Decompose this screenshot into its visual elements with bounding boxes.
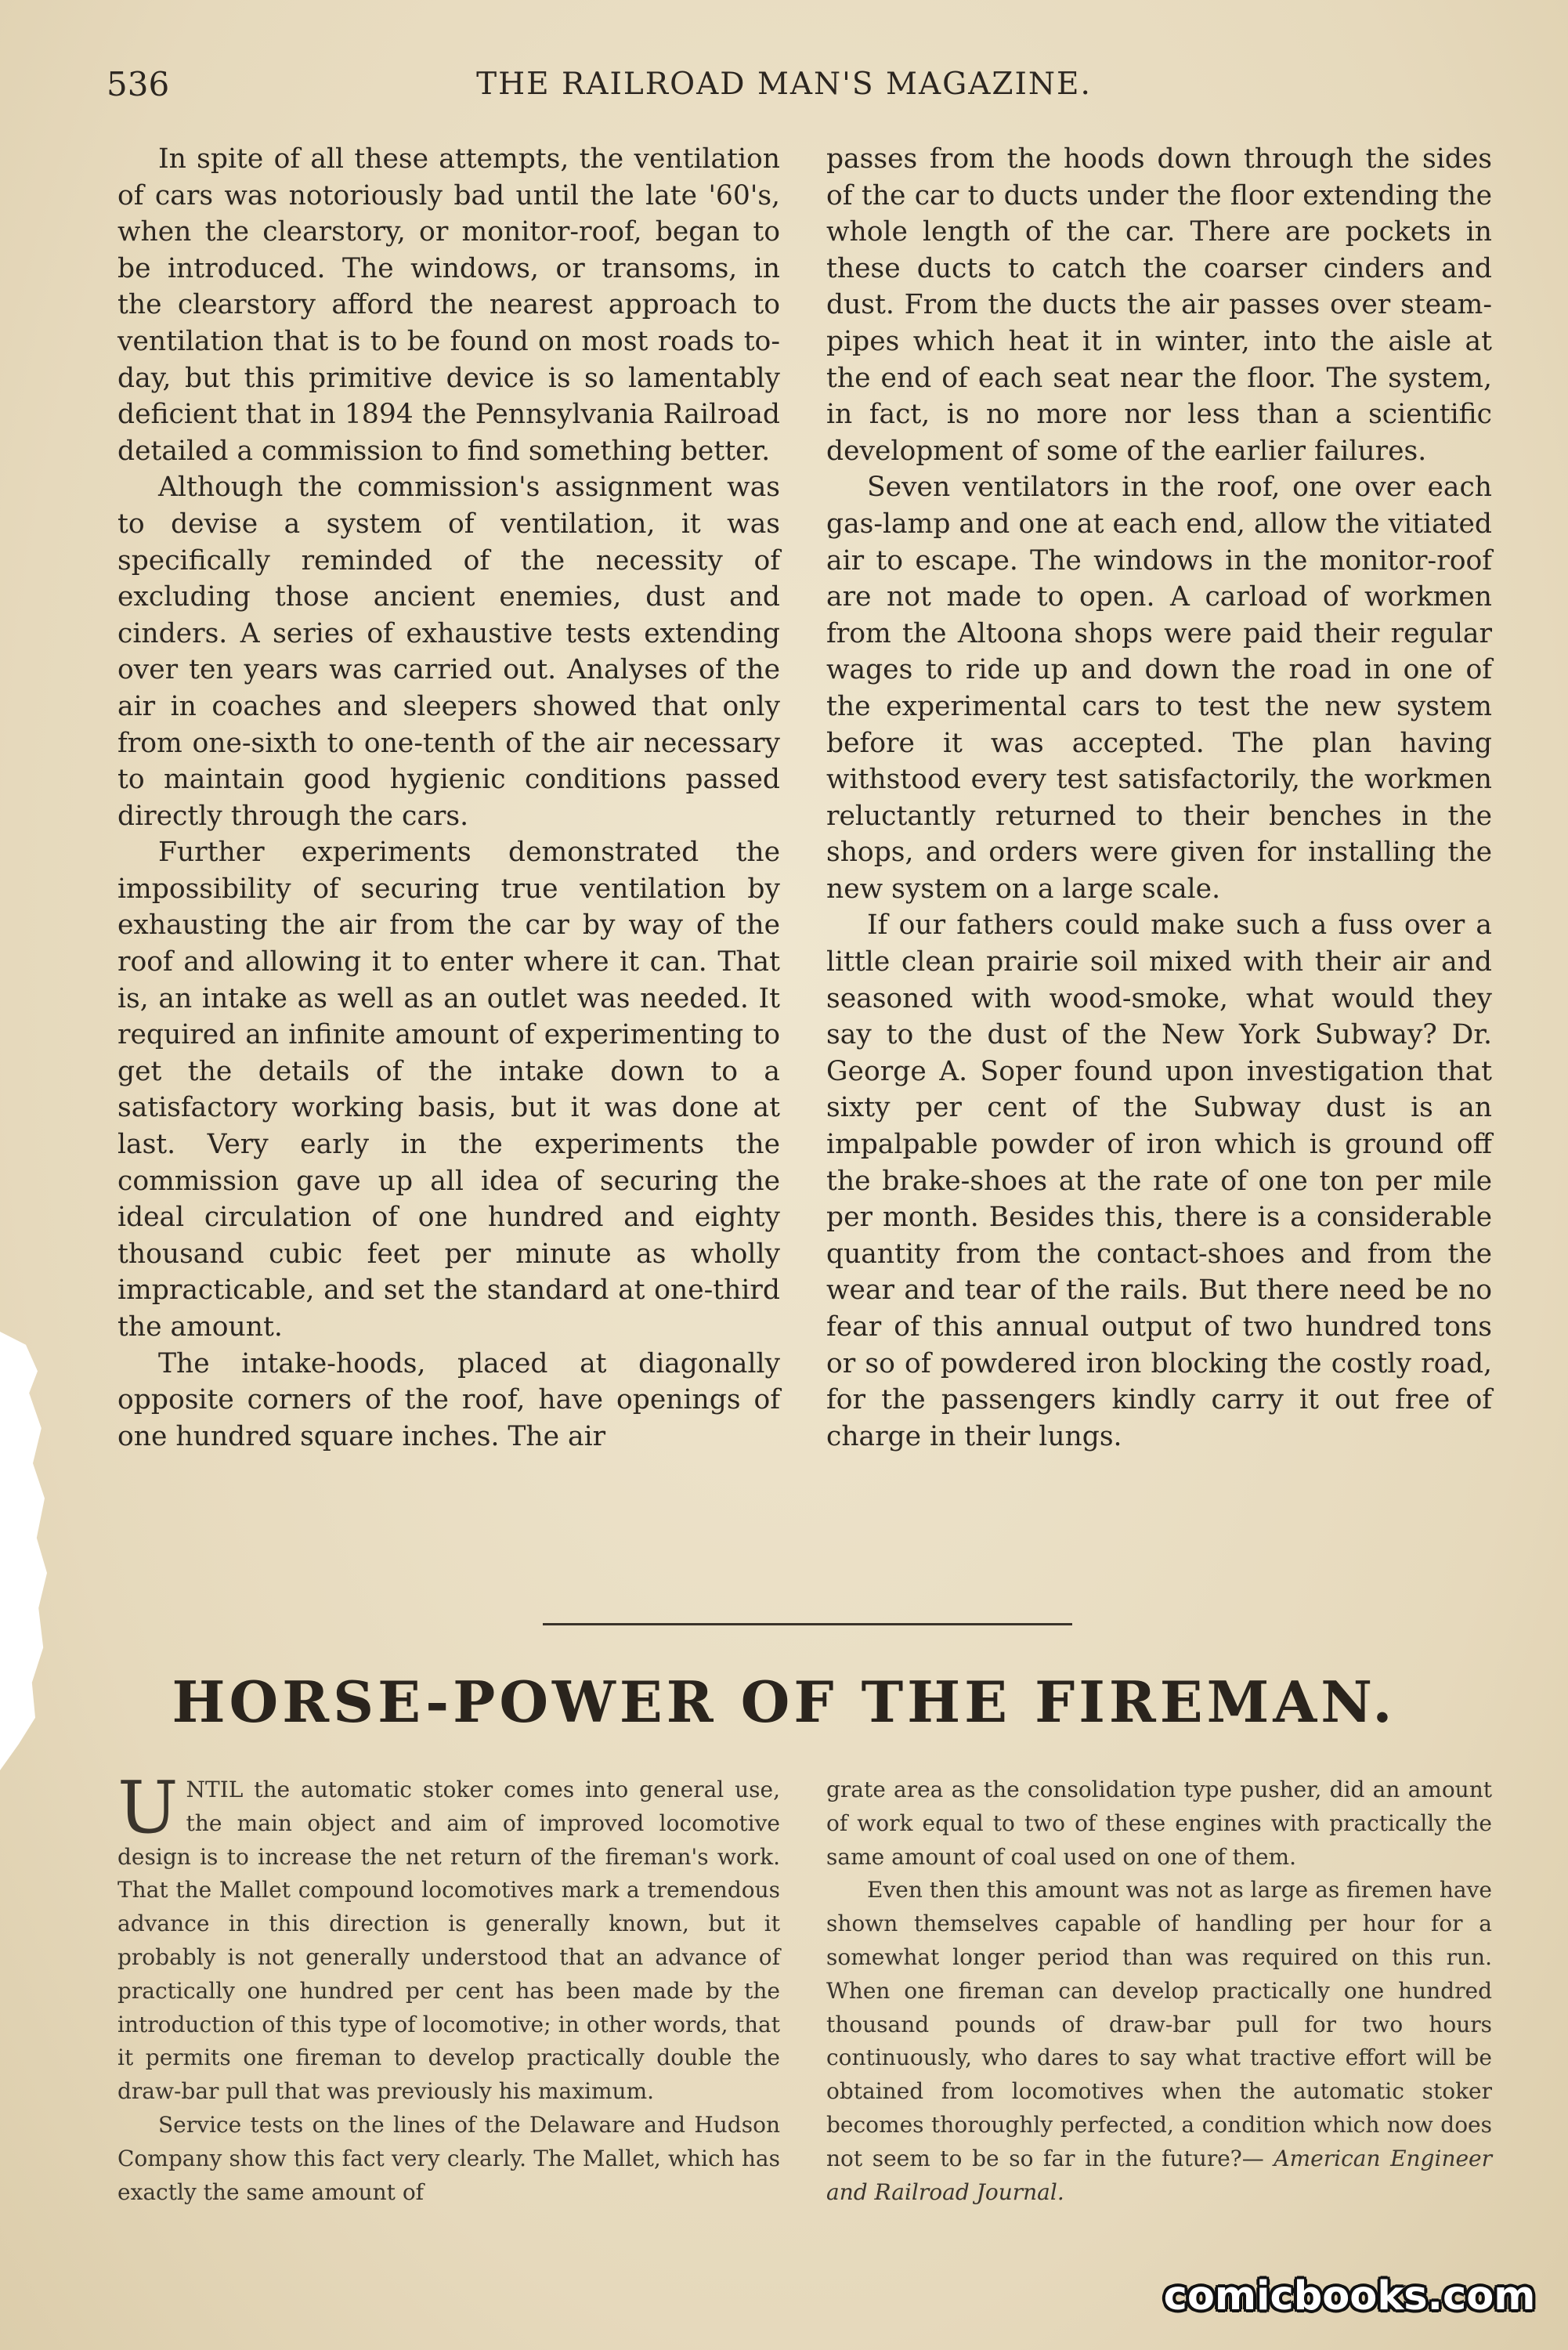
paragraph: Although the commission's assignment was to devise a system of ventilation, it was specifically reminded of the necessity of excluding those ancient enemies, dust and cinders. A series of exhaustive tests extending over ten years was carried out. Analyses of the air in coaches and sleepers showed that only from one-sixth to one-tenth of the air necessary to maintain good hygienic conditions passed directly through the cars.	[117, 472, 780, 832]
drop-cap: U	[117, 1766, 179, 1849]
paragraph-continuation: grate area as the consolidation type pusher, did an amount of work equal to two of these engines with practically the same amount of coal used on one of them.	[826, 1777, 1492, 1870]
lower-right-column	[826, 1773, 1492, 2209]
paragraph: Service tests on the lines of the Delaware and Hudson Company show this fact very clearly. The Mallet, which has exactly the same amount of	[117, 2111, 780, 2205]
upper-right-column	[826, 141, 1492, 1455]
paragraph-continuation: passes from the hoods down through the sides of the car to ducts under the floor extending the whole length of the car. There are pockets in these ducts to catch the coarser cinders and dust. From the ducts the air passes over steam-pipes which heat it in winter, into the aisle at the end of each seat near the floor. The system, in fact, is no more nor less than a scientific development of some of the earlier failures.	[826, 143, 1492, 467]
upper-left-column	[117, 141, 780, 1455]
page-number: 536	[107, 65, 170, 103]
paragraph: The intake-hoods, placed at diagonally opposite corners of the roof, have openings of one hundred square inches. The air	[117, 1347, 780, 1452]
running-header	[0, 61, 1568, 108]
magazine-title: THE RAILROAD MAN'S MAGAZINE.	[476, 67, 1092, 102]
paragraph: Seven ventilators in the roof, one over each gas-lamp and one at each end, allow the vitiated air to escape. The windows in the monitor-roof are not made to open. A carload of workmen from the Altoona shops were paid their regular wages to ride up and down the road in one of the experimental cars to test the new system before it was accepted. The plan having withstood every test satisfactorily, the workmen reluctantly returned to their benches in the shops, and orders were given for installing the new system on a large scale.	[826, 472, 1492, 905]
paragraph	[826, 1874, 1492, 2209]
paragraph: Further experiments demonstrated the impossibility of securing true ventilation by exhausting the air from the car by way of the roof and allowing it to enter where it can. That is, an intake as well as an outlet was needed. It required an infinite amount of experimenting to get the details of the intake down to a satisfactory working basis, but it was done at last. Very early in the experiments the commission gave up all idea of securing the ideal circulation of one hundred and eighty thousand cubic feet per minute as wholly impracticable, and set the standard at one-third the amount.	[117, 837, 780, 1343]
section-divider	[543, 1623, 1072, 1625]
paragraph: In spite of all these attempts, the ventilation of cars was notoriously bad until the late '60's, when the clearstory, or monitor-roof, began to be introduced. The windows, or transoms, in the clearstory afford the nearest approach to ventilation that is to be found on most roads to-day, but this primitive device is so lamentably deficient that in 1894 the Pennsylvania Railroad detailed a commission to find something better.	[117, 143, 780, 467]
first-paragraph	[117, 1766, 780, 2109]
site-watermark: comicbooks.com	[1163, 2273, 1536, 2319]
paragraph: If our fathers could make such a fuss over a little clean prairie soil mixed with their air and seasoned with wood-smoke, what would they say to the dust of the New York Subway? Dr. George A. Soper found upon investigation that sixty per cent of the Subway dust is an impalpable powder of iron which is ground off the brake-shoes at the rate of one ton per mile per month. Besides this, there is a considerable quantity from the contact-shoes and from the wear and tear of the rails. But there need be no fear of this annual output of two hundred tons or so of powdered iron blocking the costly road, for the passengers kindly carry it out free of charge in their lungs.	[826, 909, 1492, 1452]
lower-left-column	[117, 1766, 780, 2209]
source-credit: American Engineer and Railroad Journal.	[826, 2145, 1493, 2205]
article-headline: HORSE-POWER OF THE FIREMAN.	[172, 1668, 1396, 1735]
paragraph-text: Even then this amount was not as large as firemen have shown themselves capable of handling per hour for a somewhat longer period than was required on this run. When one fireman can develop practically one hundred thousand pounds of draw-bar pull for two hours continuously, who dares to say what tractive effort will be obtained from locomotives when the automatic stoker becomes thoroughly perfected, a condition which now does not seem to be so far in the future?—	[826, 1877, 1492, 2171]
first-paragraph-text: NTIL the automatic stoker comes into general use, the main object and aim of improved locomotive design is to increase the net return of the fireman's work. That the Mallet compound locomotives mark a tremendous advance in this direction is generally known, but it probably is not generally understood that an advance of practically one hundred per cent has been made by the introduction of this type of locomotive; in other words, that it permits one fireman to develop practically double the draw-bar pull that was previously his maximum.	[117, 1777, 780, 2105]
